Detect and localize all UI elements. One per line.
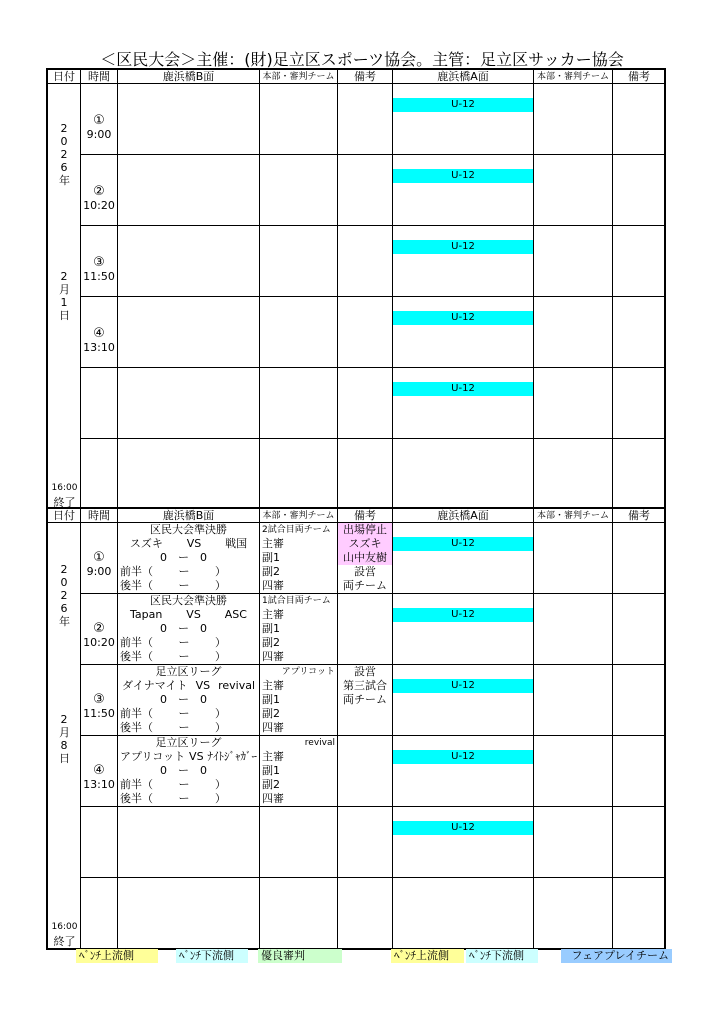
slot-ref-b-cell[interactable] bbox=[260, 523, 338, 594]
date-cell bbox=[48, 523, 81, 949]
slot-field-b-cell[interactable] bbox=[118, 84, 260, 155]
slot-notes-a-cell[interactable] bbox=[613, 439, 666, 510]
slot-ref-a-cell[interactable] bbox=[534, 439, 613, 510]
note-line: 両チーム bbox=[343, 693, 387, 706]
ref-role: 主審 bbox=[262, 750, 284, 763]
legend-item: ﾍﾞﾝﾁ上流側 bbox=[391, 949, 464, 963]
slot-field-b-cell[interactable] bbox=[118, 368, 260, 439]
slot-time-cell bbox=[81, 878, 118, 949]
slot-time: 9:00 bbox=[86, 565, 112, 578]
legend-item: ﾍﾞﾝﾁ下流側 bbox=[176, 949, 248, 963]
header-notes-a: 備考 bbox=[613, 509, 666, 523]
match-score: 0 ー 0 bbox=[160, 764, 207, 777]
slot-time: 9:00 bbox=[86, 128, 112, 141]
slot-ref-b-cell[interactable] bbox=[260, 665, 338, 736]
slot-number: ④ bbox=[93, 326, 105, 341]
note-line: 山中友樹 bbox=[338, 551, 392, 565]
slot-field-a-cell[interactable] bbox=[393, 439, 534, 510]
schedule-section-feb8 bbox=[46, 507, 666, 950]
header-notes-a: 備考 bbox=[613, 70, 666, 84]
away-team: ﾅｲﾄｼﾞｬｶﾞｰ bbox=[207, 750, 258, 763]
note-line: 設営 bbox=[354, 665, 376, 678]
home-team: Tapan bbox=[129, 608, 163, 621]
away-team: 戦国 bbox=[225, 537, 248, 550]
slot-number: ② bbox=[93, 621, 105, 636]
slot-number bbox=[81, 469, 117, 483]
match-score: 0 ー 0 bbox=[160, 693, 207, 706]
slot-field-a-cell[interactable] bbox=[393, 523, 534, 594]
slot-number: ① bbox=[93, 550, 105, 565]
ref-role: 副2 bbox=[262, 707, 280, 720]
slot-time-cell bbox=[81, 84, 118, 155]
ref-role: 副1 bbox=[262, 693, 280, 706]
slot-field-b-cell[interactable] bbox=[118, 226, 260, 297]
slot-ref-b-cell[interactable] bbox=[260, 594, 338, 665]
slot-time bbox=[81, 922, 117, 936]
slot-time-cell bbox=[81, 226, 118, 297]
slot-ref-a-cell[interactable] bbox=[534, 594, 613, 665]
slot-field-b-cell[interactable] bbox=[118, 807, 260, 878]
legend-item: ﾍﾞﾝﾁ下流側 bbox=[466, 949, 538, 963]
match-teams bbox=[118, 537, 259, 551]
slot-field-b-cell[interactable] bbox=[118, 736, 260, 807]
slot-time bbox=[81, 412, 117, 426]
ref-role: 副1 bbox=[262, 622, 280, 635]
header-date: 日付 bbox=[48, 509, 81, 523]
slot-notes-a-cell[interactable] bbox=[613, 155, 666, 226]
ref-team: revival bbox=[304, 738, 335, 748]
slot-notes-a-cell[interactable] bbox=[613, 736, 666, 807]
ref-role: 副1 bbox=[262, 551, 280, 564]
slot-ref-a-cell[interactable] bbox=[534, 226, 613, 297]
slot-number: ③ bbox=[93, 255, 105, 270]
ref-role: 主審 bbox=[262, 608, 284, 621]
slot-number: ① bbox=[93, 113, 105, 128]
slot-notes-b-cell[interactable] bbox=[338, 665, 393, 736]
header-field-b: 鹿浜橋B面 bbox=[118, 70, 260, 84]
slot-time-cell bbox=[81, 594, 118, 665]
slot-notes-b-cell[interactable] bbox=[338, 439, 393, 510]
u12-bar: U-12 bbox=[393, 750, 533, 764]
end-label: 終了 bbox=[53, 496, 76, 509]
vs-label: VS bbox=[186, 608, 201, 621]
slot-notes-a-cell[interactable] bbox=[613, 84, 666, 155]
slot-time: 10:20 bbox=[83, 636, 115, 649]
slot-time-cell bbox=[81, 807, 118, 878]
match-league: 足立区リーグ bbox=[155, 665, 222, 678]
slot-time: 11:50 bbox=[83, 707, 115, 720]
header-field-a: 鹿浜橋A面 bbox=[393, 70, 534, 84]
vs-label: VS bbox=[186, 537, 202, 550]
slot-ref-a-cell[interactable] bbox=[534, 665, 613, 736]
second-half-score: 後半（ ー ） bbox=[120, 721, 226, 734]
u12-bar: U-12 bbox=[393, 382, 533, 396]
u12-bar: U-12 bbox=[393, 98, 533, 112]
slot-ref-b-cell[interactable] bbox=[260, 84, 338, 155]
slot-notes-b-cell[interactable] bbox=[338, 84, 393, 155]
slot-field-a-cell[interactable] bbox=[393, 155, 534, 226]
header-field-a: 鹿浜橋A面 bbox=[393, 509, 534, 523]
slot-ref-b-cell[interactable] bbox=[260, 439, 338, 510]
end-time: 16:00 bbox=[51, 922, 78, 932]
slot-number: ③ bbox=[93, 692, 105, 707]
match-teams bbox=[118, 608, 259, 622]
header-notes-b: 備考 bbox=[338, 509, 393, 523]
u12-bar: U-12 bbox=[393, 537, 533, 551]
end-time: 16:00 bbox=[51, 483, 78, 493]
slot-time-cell bbox=[81, 155, 118, 226]
slot-notes-a-cell[interactable] bbox=[613, 665, 666, 736]
ref-role: 副2 bbox=[262, 636, 280, 649]
end-label: 終了 bbox=[53, 935, 76, 948]
ref-role: 四審 bbox=[262, 579, 284, 592]
first-half-score: 前半（ ー ） bbox=[120, 565, 226, 578]
ref-team: アプリコット bbox=[281, 667, 335, 677]
slot-time-cell bbox=[81, 523, 118, 594]
vs-label: VS bbox=[195, 679, 211, 692]
slot-ref-a-cell[interactable] bbox=[534, 155, 613, 226]
slot-field-b-cell[interactable] bbox=[118, 155, 260, 226]
slot-field-b-cell[interactable] bbox=[118, 439, 260, 510]
slot-time bbox=[81, 851, 117, 865]
slot-time-cell bbox=[81, 297, 118, 368]
ref-role: 四審 bbox=[262, 650, 284, 663]
slot-field-b-cell[interactable] bbox=[118, 665, 260, 736]
ref-role: 副2 bbox=[262, 778, 280, 791]
header-time: 時間 bbox=[81, 509, 118, 523]
slot-field-a-cell[interactable] bbox=[393, 594, 534, 665]
header-notes-b: 備考 bbox=[338, 70, 393, 84]
u12-bar: U-12 bbox=[393, 240, 533, 254]
header-ref-b: 本部・審判チーム bbox=[260, 509, 338, 523]
slot-notes-a-cell[interactable] bbox=[613, 297, 666, 368]
slot-ref-b-cell[interactable] bbox=[260, 368, 338, 439]
note-line: スズキ bbox=[338, 537, 392, 551]
slot-field-a-cell[interactable] bbox=[393, 368, 534, 439]
ref-role: 四審 bbox=[262, 721, 284, 734]
slot-ref-a-cell[interactable] bbox=[534, 736, 613, 807]
slot-field-b-cell[interactable] bbox=[118, 594, 260, 665]
slot-notes-b-cell[interactable] bbox=[338, 807, 393, 878]
slot-field-b-cell[interactable] bbox=[118, 523, 260, 594]
slot-number bbox=[81, 398, 117, 412]
slot-notes-b-cell[interactable] bbox=[338, 155, 393, 226]
legend-item: フェアプレイチーム bbox=[561, 949, 672, 963]
slot-ref-a-cell[interactable] bbox=[534, 368, 613, 439]
slot-ref-b-cell[interactable] bbox=[260, 878, 338, 949]
ref-role: 主審 bbox=[262, 679, 284, 692]
header-ref-a: 本部・審判チーム bbox=[534, 70, 613, 84]
slot-notes-a-cell[interactable] bbox=[613, 523, 666, 594]
home-team: スズキ bbox=[129, 537, 163, 550]
slot-ref-b-cell[interactable] bbox=[260, 226, 338, 297]
slot-time-cell bbox=[81, 736, 118, 807]
slot-field-a-cell[interactable] bbox=[393, 297, 534, 368]
match-league: 区民大会準決勝 bbox=[150, 594, 227, 607]
slot-ref-b-cell[interactable] bbox=[260, 155, 338, 226]
ref-role: 主審 bbox=[262, 537, 284, 550]
slot-notes-b-cell[interactable] bbox=[338, 736, 393, 807]
vs-label: VS bbox=[189, 750, 204, 763]
slot-ref-a-cell[interactable] bbox=[534, 807, 613, 878]
second-half-score: 後半（ ー ） bbox=[120, 792, 226, 805]
year-label: 2026年 bbox=[59, 122, 70, 187]
note-line: 両チーム bbox=[343, 579, 387, 592]
slot-time-cell bbox=[81, 439, 118, 510]
header-ref-b: 本部・審判チーム bbox=[260, 70, 338, 84]
slot-number bbox=[81, 908, 117, 922]
slot-ref-b-cell[interactable] bbox=[260, 736, 338, 807]
match-score: 0 ー 0 bbox=[160, 622, 207, 635]
slot-ref-b-cell[interactable] bbox=[260, 807, 338, 878]
slot-notes-b-cell[interactable] bbox=[338, 297, 393, 368]
slot-notes-a-cell[interactable] bbox=[613, 368, 666, 439]
slot-number: ④ bbox=[93, 763, 105, 778]
ref-role: 副2 bbox=[262, 565, 280, 578]
ref-team: 1試合目両チーム bbox=[262, 596, 331, 606]
match-league: 区民大会準決勝 bbox=[150, 523, 227, 536]
page-title: ＜区民大会＞主催：(財)足立区スポーツ協会。主管：足立区サッカー協会 bbox=[100, 50, 624, 69]
legend-item: ﾍﾞﾝﾁ上流側 bbox=[76, 949, 158, 963]
slot-time: 10:20 bbox=[83, 199, 115, 212]
note-line: 設営 bbox=[354, 565, 376, 578]
first-half-score: 前半（ ー ） bbox=[120, 636, 226, 649]
u12-bar: U-12 bbox=[393, 821, 533, 835]
match-teams bbox=[118, 750, 259, 764]
note-line: 出場停止 bbox=[338, 523, 392, 537]
slot-notes-b-cell[interactable] bbox=[338, 878, 393, 949]
slot-field-a-cell[interactable] bbox=[393, 878, 534, 949]
first-half-score: 前半（ ー ） bbox=[120, 778, 226, 791]
slot-field-a-cell[interactable] bbox=[393, 226, 534, 297]
away-team: ASC bbox=[224, 608, 247, 621]
slot-ref-a-cell[interactable] bbox=[534, 878, 613, 949]
slot-time bbox=[81, 483, 117, 497]
first-half-score: 前半（ ー ） bbox=[120, 707, 226, 720]
slot-field-b-cell[interactable] bbox=[118, 878, 260, 949]
u12-bar: U-12 bbox=[393, 169, 533, 183]
slot-ref-a-cell[interactable] bbox=[534, 84, 613, 155]
u12-bar: U-12 bbox=[393, 311, 533, 325]
slot-field-a-cell[interactable] bbox=[393, 807, 534, 878]
slot-time: 13:10 bbox=[83, 778, 115, 791]
slot-time-cell bbox=[81, 665, 118, 736]
slot-notes-a-cell[interactable] bbox=[613, 807, 666, 878]
slot-notes-b-cell[interactable] bbox=[338, 523, 393, 594]
slot-number: ② bbox=[93, 184, 105, 199]
slot-field-a-cell[interactable] bbox=[393, 84, 534, 155]
ref-role: 副1 bbox=[262, 764, 280, 777]
date-cell bbox=[48, 84, 81, 510]
slot-time: 13:10 bbox=[83, 341, 115, 354]
year-label: 2026年 bbox=[59, 563, 70, 628]
match-league: 足立区リーグ bbox=[155, 736, 222, 749]
slot-time-cell bbox=[81, 368, 118, 439]
home-team: ダイナマイト bbox=[122, 679, 188, 692]
slot-notes-b-cell[interactable] bbox=[338, 594, 393, 665]
schedule-section-feb1 bbox=[46, 68, 666, 509]
date-label: 2月8日 bbox=[59, 713, 70, 765]
match-score: 0 ー 0 bbox=[160, 551, 207, 564]
header-field-b: 鹿浜橋B面 bbox=[118, 509, 260, 523]
slot-notes-a-cell[interactable] bbox=[613, 878, 666, 949]
slot-notes-a-cell[interactable] bbox=[613, 594, 666, 665]
second-half-score: 後半（ ー ） bbox=[120, 650, 226, 663]
u12-bar: U-12 bbox=[393, 679, 533, 693]
slot-field-a-cell[interactable] bbox=[393, 736, 534, 807]
home-team: アプリコット bbox=[119, 750, 186, 763]
slot-field-a-cell[interactable] bbox=[393, 665, 534, 736]
slot-ref-b-cell[interactable] bbox=[260, 297, 338, 368]
match-teams bbox=[118, 679, 259, 693]
note-line: 第三試合 bbox=[343, 679, 387, 692]
date-label: 2月1日 bbox=[59, 270, 70, 322]
slot-ref-a-cell[interactable] bbox=[534, 297, 613, 368]
ref-role: 四審 bbox=[262, 792, 284, 805]
ref-team: 2試合目両チーム bbox=[262, 525, 331, 535]
slot-ref-a-cell[interactable] bbox=[534, 523, 613, 594]
header-ref-a: 本部・審判チーム bbox=[534, 509, 613, 523]
header-time: 時間 bbox=[81, 70, 118, 84]
slot-number bbox=[81, 837, 117, 851]
header-date: 日付 bbox=[48, 70, 81, 84]
u12-bar: U-12 bbox=[393, 608, 533, 622]
legend-item: 優良審判 bbox=[258, 949, 342, 963]
slot-field-b-cell[interactable] bbox=[118, 297, 260, 368]
second-half-score: 後半（ ー ） bbox=[120, 579, 226, 592]
away-team: revival bbox=[218, 679, 255, 692]
slot-notes-b-cell[interactable] bbox=[338, 226, 393, 297]
slot-notes-b-cell[interactable] bbox=[338, 368, 393, 439]
slot-notes-a-cell[interactable] bbox=[613, 226, 666, 297]
slot-time: 11:50 bbox=[83, 270, 115, 283]
